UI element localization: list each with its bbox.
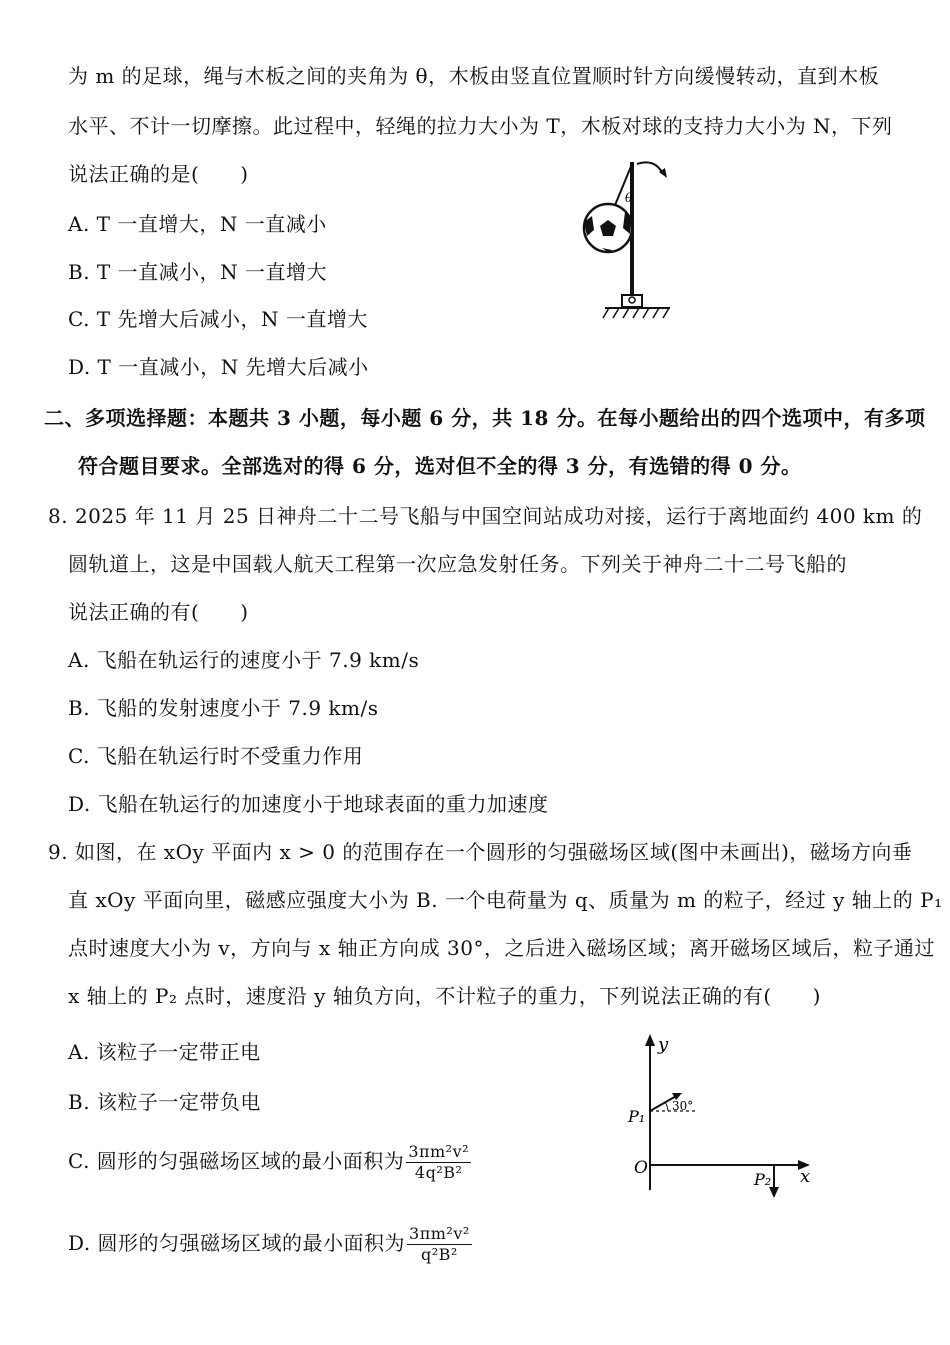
q9-option-c bbox=[68, 1142, 471, 1183]
q9-line2: 直 xOy 平面向里，磁感应强度大小为 B. 一个电荷量为 q、质量为 m 的粒子，经过 y 轴上的 P₁ bbox=[68, 888, 943, 912]
q8-option-b: B. 飞船的发射速度小于 7.9 km/s bbox=[68, 696, 379, 720]
y-axis-arrowhead bbox=[645, 1034, 655, 1046]
q9-option-c-numerator: 3πm²v² bbox=[408, 1142, 470, 1161]
q8-line1: 8. 2025 年 11 月 25 日神舟二十二号飞船与中国空间站成功对接，运行于离地面约 400 km 的 bbox=[48, 504, 923, 528]
theta-label: θ bbox=[625, 191, 633, 205]
p1-label: P₁ bbox=[628, 1107, 646, 1126]
x-axis-label: x bbox=[800, 1166, 811, 1187]
q9-figure bbox=[618, 1030, 818, 1200]
section2-line2: 符合题目要求。全部选对的得 6 分，选对但不全的得 3 分，有选错的得 0 分。 bbox=[78, 454, 802, 478]
q8-option-d: D. 飞船在轨运行的加速度小于地球表面的重力加速度 bbox=[68, 792, 549, 816]
q7-option-d: D. T 一直减小，N 先增大后减小 bbox=[68, 355, 369, 379]
q7-line1: 为 m 的足球，绳与木板之间的夹角为 θ，木板由竖直位置顺时针方向缓慢转动，直到木板 bbox=[68, 64, 880, 88]
ground-hatch bbox=[603, 308, 669, 318]
y-axis-label: y bbox=[658, 1034, 669, 1055]
hinge-pin bbox=[629, 297, 635, 303]
q9-option-c-prefix: C. 圆形的匀强磁场区域的最小面积为 bbox=[68, 1149, 405, 1173]
q8-option-a: A. 飞船在轨运行的速度小于 7.9 km/s bbox=[68, 648, 420, 672]
q9-option-d-fraction bbox=[407, 1224, 472, 1265]
q7-option-c: C. T 先增大后减小，N 一直增大 bbox=[68, 307, 368, 331]
q9-line4: x 轴上的 P₂ 点时，速度沿 y 轴负方向，不计粒子的重力，下列说法正确的有( ) bbox=[68, 984, 821, 1008]
q9-option-c-denominator: 4q²B² bbox=[414, 1163, 463, 1182]
q9-option-b: B. 该粒子一定带负电 bbox=[68, 1090, 261, 1114]
q7-line3: 说法正确的是( ) bbox=[68, 162, 249, 186]
origin-label: O bbox=[634, 1158, 648, 1178]
q8-line3: 说法正确的有( ) bbox=[68, 600, 249, 624]
q9-line3: 点时速度大小为 v，方向与 x 轴正方向成 30°，之后进入磁场区域；离开磁场区域后，粒子通过 bbox=[68, 936, 935, 960]
q8-option-c: C. 飞船在轨运行时不受重力作用 bbox=[68, 744, 364, 768]
q9-line1: 9. 如图，在 xOy 平面内 x > 0 的范围存在一个圆形的匀强磁场区域(图中未画出)，磁场方向垂 bbox=[48, 840, 913, 864]
q9-option-d-numerator: 3πm²v² bbox=[409, 1224, 470, 1243]
q9-option-a: A. 该粒子一定带正电 bbox=[68, 1040, 261, 1064]
q7-option-b: B. T 一直减小，N 一直增大 bbox=[68, 260, 327, 284]
q9-option-d-denominator: q²B² bbox=[421, 1245, 458, 1264]
angle-arc bbox=[665, 1102, 668, 1111]
q7-option-a: A. T 一直增大，N 一直减小 bbox=[68, 212, 327, 236]
rotation-arrow bbox=[637, 162, 663, 174]
q7-line2: 水平、不计一切摩擦。此过程中，轻绳的拉力大小为 T，木板对球的支持力大小为 N，下列 bbox=[68, 114, 893, 138]
q8-line2: 圆轨道上，这是中国载人航天工程第一次应急发射任务。下列关于神舟二十二号飞船的 bbox=[68, 552, 847, 576]
section2-line1: 二、多项选择题：本题共 3 小题，每小题 6 分，共 18 分。在每小题给出的四个选项中，有多项 bbox=[44, 406, 926, 430]
p2-label: P₂ bbox=[754, 1170, 772, 1189]
q7-figure bbox=[575, 150, 685, 330]
angle-label: 30° bbox=[672, 1099, 694, 1113]
q9-option-c-fraction bbox=[406, 1142, 471, 1183]
q9-option-d bbox=[68, 1224, 472, 1265]
q9-option-d-prefix: D. 圆形的匀强磁场区域的最小面积为 bbox=[68, 1231, 406, 1255]
